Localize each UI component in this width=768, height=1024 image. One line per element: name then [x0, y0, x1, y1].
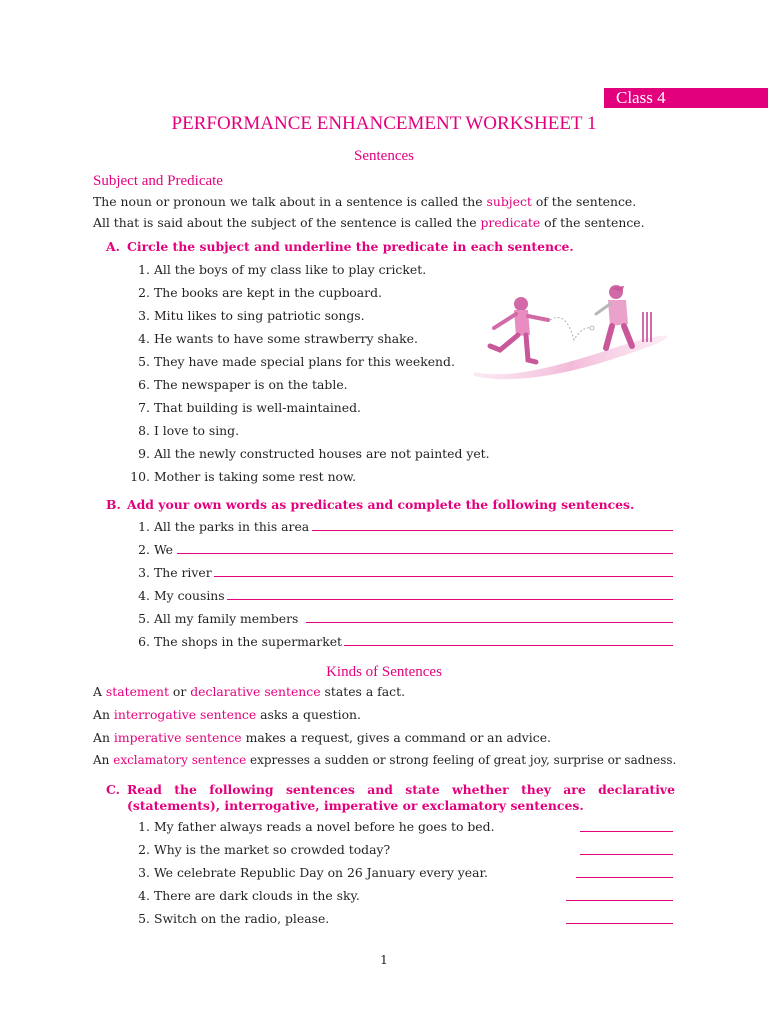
item-number: 10. — [130, 469, 150, 484]
exercise-c-heading — [106, 782, 676, 814]
item-text: I love to sing. — [153, 423, 240, 438]
text-fragment: An — [93, 707, 114, 722]
exercise-b-item — [128, 519, 309, 535]
exercise-b-item — [128, 611, 298, 627]
item-text: The shops in the supermarket — [153, 634, 343, 649]
answer-line[interactable] — [580, 831, 673, 832]
item-number: 5. — [138, 611, 150, 626]
exercise-a-item — [128, 331, 418, 347]
item-text: Switch on the radio, please. — [153, 911, 330, 926]
exercise-a-item — [128, 446, 490, 462]
exercise-b-item — [128, 634, 342, 650]
exercise-c-item — [128, 865, 488, 881]
item-number: 4. — [138, 588, 150, 603]
interrogative-definition — [93, 707, 361, 723]
item-text: My father always reads a novel before he goes to bed. — [153, 819, 495, 834]
subject-predicate-heading: Subject and Predicate — [93, 173, 223, 189]
text-fragment: of the sentence. — [531, 194, 637, 209]
item-number: 5. — [138, 911, 150, 926]
text-fragment: An — [93, 730, 114, 745]
answer-line[interactable] — [177, 553, 673, 554]
keyword-statement: statement — [105, 684, 169, 699]
exercise-c-item — [128, 819, 495, 835]
answer-line[interactable] — [214, 576, 673, 577]
item-text: Mitu likes to sing patriotic songs. — [153, 308, 365, 323]
item-text: All the newly constructed houses are not painted yet. — [153, 446, 490, 461]
exercise-a-item — [128, 354, 455, 370]
item-number: 3. — [138, 565, 150, 580]
answer-line[interactable] — [576, 877, 673, 878]
item-text: The river — [153, 565, 212, 580]
answer-line[interactable] — [344, 645, 673, 646]
item-number: 1. — [138, 262, 150, 277]
item-number: 2. — [138, 842, 150, 857]
exercise-b-item — [128, 542, 173, 558]
exercise-letter: C. — [106, 782, 120, 797]
answer-line[interactable] — [566, 900, 673, 901]
item-text: All the boys of my class like to play cricket. — [153, 262, 427, 277]
exercise-a-item — [128, 308, 365, 324]
cricket-players-illustration — [470, 280, 670, 382]
keyword-interrogative: interrogative sentence — [113, 707, 257, 722]
item-text: All my family members — [153, 611, 299, 626]
keyword-exclamatory: exclamatory sentence — [113, 753, 247, 767]
item-text: All the parks in this area — [153, 519, 310, 534]
item-text: That building is well-maintained. — [153, 400, 361, 415]
exercise-a-item — [128, 400, 361, 416]
predicate-definition — [93, 215, 645, 231]
item-number: 1. — [138, 819, 150, 834]
answer-line[interactable] — [306, 622, 673, 623]
item-number: 2. — [138, 285, 150, 300]
item-number: 7. — [138, 400, 150, 415]
exercise-b-item — [128, 565, 212, 581]
text-fragment: The noun or pronoun we talk about in a sentence is called the — [93, 194, 487, 209]
exercise-b-heading — [106, 497, 676, 513]
text-fragment: All that is said about the subject of the sentence is called the — [93, 215, 481, 230]
item-text: We celebrate Republic Day on 26 January every year. — [153, 865, 488, 880]
item-number: 6. — [138, 377, 150, 392]
item-text: The books are kept in the cupboard. — [153, 285, 382, 300]
text-fragment: of the sentence. — [540, 215, 645, 230]
item-number: 6. — [138, 634, 150, 649]
item-number: 2. — [138, 542, 150, 557]
item-text: Why is the market so crowded today? — [153, 842, 391, 857]
item-number: 1. — [138, 519, 150, 534]
keyword-predicate: predicate — [480, 215, 541, 230]
statement-definition — [93, 684, 405, 700]
text-fragment: makes a request, gives a command or an advice. — [241, 730, 551, 745]
exercise-a-item — [128, 377, 348, 393]
imperative-definition — [93, 730, 551, 746]
item-number: 4. — [138, 331, 150, 346]
exercise-a-heading — [106, 239, 676, 255]
item-text: There are dark clouds in the sky. — [153, 888, 360, 903]
exercise-letter: A. — [106, 239, 120, 254]
keyword-subject: subject — [486, 194, 532, 209]
text-fragment: An — [93, 753, 114, 767]
exercise-a-item — [128, 469, 356, 485]
text-fragment: states a fact. — [320, 684, 406, 699]
item-number: 4. — [138, 888, 150, 903]
item-number: 5. — [138, 354, 150, 369]
exercise-letter: B. — [106, 497, 121, 512]
text-fragment: expresses a sudden or strong feeling of great joy, surprise or sadness. — [246, 753, 677, 767]
kinds-of-sentences-heading: Kinds of Sentences — [326, 664, 442, 680]
item-text: My cousins — [153, 588, 225, 603]
answer-line[interactable] — [227, 599, 673, 600]
answer-line[interactable] — [312, 530, 673, 531]
exercise-instruction: Read the following sentences and state whether they are declarative (statements), interrogative, imperative or exclamatory sentences. — [127, 782, 675, 813]
subject-definition — [93, 194, 636, 210]
exercise-instruction: Add your own words as predicates and complete the following sentences. — [127, 497, 635, 512]
keyword-declarative: declarative sentence — [190, 684, 321, 699]
exercise-instruction: Circle the subject and underline the predicate in each sentence. — [127, 239, 574, 254]
item-text: The newspaper is on the table. — [153, 377, 348, 392]
worksheet-title: PERFORMANCE ENHANCEMENT WORKSHEET 1 — [171, 113, 597, 134]
item-number: 3. — [138, 308, 150, 323]
item-text: We — [153, 542, 174, 557]
text-fragment: or — [168, 684, 191, 699]
text-fragment: asks a question. — [256, 707, 361, 722]
item-text: They have made special plans for this weekend. — [153, 354, 455, 369]
keyword-imperative: imperative sentence — [113, 730, 242, 745]
item-number: 9. — [138, 446, 150, 461]
exercise-a-item — [128, 285, 382, 301]
exercise-c-item — [128, 911, 329, 927]
item-number: 8. — [138, 423, 150, 438]
text-fragment: A — [93, 684, 106, 699]
answer-line[interactable] — [566, 923, 673, 924]
page-number: 1 — [380, 952, 388, 967]
section-title-sentences: Sentences — [354, 148, 414, 164]
exercise-b-item — [128, 588, 225, 604]
item-text: Mother is taking some rest now. — [153, 469, 357, 484]
exercise-c-item — [128, 842, 390, 858]
item-number: 3. — [138, 865, 150, 880]
exercise-a-item — [128, 262, 426, 278]
answer-line[interactable] — [580, 854, 673, 855]
exercise-a-item — [128, 423, 239, 439]
item-text: He wants to have some strawberry shake. — [153, 331, 418, 346]
exclamatory-definition — [93, 752, 676, 768]
exercise-c-item — [128, 888, 360, 904]
class-label-tab: Class 4 — [604, 88, 768, 108]
